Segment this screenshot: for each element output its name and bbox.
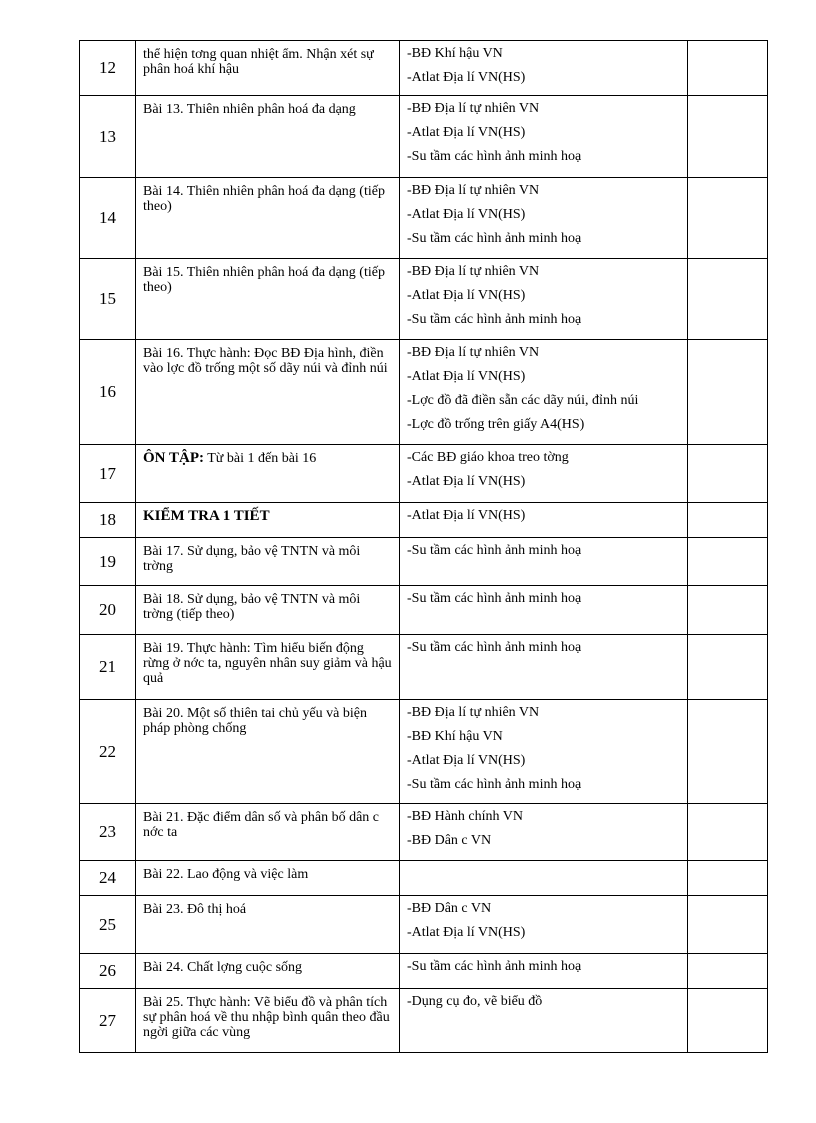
notes-cell [688,804,768,861]
notes-cell [688,989,768,1053]
material-item: -Atlat Địa lí VN(HS) [407,288,526,303]
lesson-title-text: Bài 19. Thực hành: Tìm hiểu biến động rừng ở nớc ta, nguyên nhân suy giảm và hậu quả [143,641,392,686]
material-item: -Dụng cụ đo, vẽ biểu đồ [407,994,543,1009]
lesson-number: 13 [80,96,136,178]
lesson-title-text: Bài 17. Sử dụng, bảo vệ TNTN và môi trờng [143,544,361,574]
table-row [80,896,768,954]
lesson-title-text: Bài 20. Một số thiên tai chủ yếu và biện pháp phòng chống [143,706,367,736]
lesson-title [136,41,400,96]
lesson-title [136,804,400,861]
material-item: -Su tầm các hình ảnh minh hoạ [407,959,582,974]
lesson-title [136,586,400,635]
lesson-number: 12 [80,41,136,96]
table-row [80,41,768,96]
table-row [80,954,768,989]
notes-cell [688,259,768,340]
table-row [80,700,768,804]
material-item: -BĐ Hành chính VN [407,809,524,824]
lesson-title [136,700,400,804]
teaching-materials [400,804,688,861]
material-item: -Atlat Địa lí VN(HS) [407,207,526,222]
teaching-materials [400,503,688,538]
lesson-title [136,445,400,503]
teaching-materials [400,41,688,96]
teaching-materials [400,340,688,445]
lesson-title [136,896,400,954]
table-row [80,503,768,538]
lesson-title-text: KIỂM TRA 1 TIẾT [143,508,270,524]
material-item: -BĐ Địa lí tự nhiên VN [407,705,540,720]
table-row [80,445,768,503]
table-row [80,259,768,340]
material-item: -Lợc đồ đã điền sẵn các dãy núi, đỉnh núi [407,393,639,408]
teaching-materials [400,896,688,954]
material-item: -Atlat Địa lí VN(HS) [407,125,526,140]
teaching-materials [400,259,688,340]
material-item: -Atlat Địa lí VN(HS) [407,474,526,489]
table-row [80,635,768,700]
lesson-number: 20 [80,586,136,635]
lesson-number: 17 [80,445,136,503]
notes-cell [688,861,768,896]
lesson-number: 14 [80,178,136,259]
teaching-materials [400,445,688,503]
lesson-title-text: Bài 21. Đặc điểm dân số và phân bố dân c nớc ta [143,810,379,840]
lesson-title [136,178,400,259]
teaching-materials [400,538,688,586]
notes-cell [688,896,768,954]
lesson-title [136,989,400,1053]
teaching-materials [400,954,688,989]
teaching-materials [400,96,688,178]
material-item: -BĐ Địa lí tự nhiên VN [407,101,540,116]
material-item: -Su tầm các hình ảnh minh hoạ [407,640,582,655]
notes-cell [688,635,768,700]
table-row [80,586,768,635]
teaching-materials [400,635,688,700]
material-item: -Su tầm các hình ảnh minh hoạ [407,149,582,164]
material-item: -Atlat Địa lí VN(HS) [407,925,526,940]
teaching-materials [400,989,688,1053]
table-row [80,538,768,586]
teaching-materials [400,861,688,896]
lesson-title [136,954,400,989]
lesson-number: 25 [80,896,136,954]
lesson-title-text: Bài 25. Thực hành: Vẽ biểu đồ và phân tích sự phân hoá về thu nhập bình quân theo đầu ngời giữa các vùng [143,995,390,1040]
material-item: -Su tầm các hình ảnh minh hoạ [407,231,582,246]
notes-cell [688,96,768,178]
lesson-title-text: Bài 24. Chất lợng cuộc sống [143,960,303,975]
material-item: -Atlat Địa lí VN(HS) [407,508,526,523]
teaching-materials [400,178,688,259]
lesson-number: 18 [80,503,136,538]
notes-cell [688,586,768,635]
lesson-number: 26 [80,954,136,989]
lesson-plan-table [79,40,768,1053]
lesson-title [136,340,400,445]
lesson-plan-table-body [80,41,768,1053]
material-item: -Su tầm các hình ảnh minh hoạ [407,591,582,606]
lesson-title-text: Bài 23. Đô thị hoá [143,902,247,917]
notes-cell [688,41,768,96]
lesson-number: 16 [80,340,136,445]
lesson-number: 21 [80,635,136,700]
notes-cell [688,954,768,989]
notes-cell [688,340,768,445]
material-item: -Su tầm các hình ảnh minh hoạ [407,543,582,558]
material-item: -Atlat Địa lí VN(HS) [407,70,526,85]
lesson-number: 22 [80,700,136,804]
table-row [80,861,768,896]
lesson-title-text: Bài 16. Thực hành: Đọc BĐ Địa hình, điền vào lợc đồ trống một số dãy núi và đỉnh núi [143,346,388,376]
material-item: -BĐ Dân c VN [407,901,492,916]
material-item: -Su tầm các hình ảnh minh hoạ [407,312,582,327]
material-item: -Su tầm các hình ảnh minh hoạ [407,777,582,792]
lesson-title-lead: ÔN TẬP: [143,450,204,466]
lesson-title [136,503,400,538]
material-item: -BĐ Dân c VN [407,833,492,848]
lesson-title-text: Bài 15. Thiên nhiên phân hoá đa dạng (tiếp theo) [143,265,385,295]
material-item: -BĐ Khí hậu VN [407,729,503,744]
lesson-title-text: Bài 18. Sử dụng, bảo vệ TNTN và môi trờng (tiếp theo) [143,592,361,622]
lesson-number: 23 [80,804,136,861]
lesson-number: 15 [80,259,136,340]
material-item: -Atlat Địa lí VN(HS) [407,753,526,768]
table-row [80,96,768,178]
material-item: -Các BĐ giáo khoa treo tờng [407,450,569,465]
lesson-title [136,861,400,896]
lesson-title [136,259,400,340]
notes-cell [688,503,768,538]
table-row [80,804,768,861]
material-item: -BĐ Địa lí tự nhiên VN [407,345,540,360]
table-row [80,989,768,1053]
lesson-number: 24 [80,861,136,896]
material-item: -Atlat Địa lí VN(HS) [407,369,526,384]
notes-cell [688,538,768,586]
lesson-title [136,635,400,700]
teaching-materials [400,586,688,635]
lesson-title-text: Bài 22. Lao động và việc làm [143,867,309,882]
lesson-title-text: thể hiện tơng quan nhiệt ẩm. Nhận xét sự phân hoá khí hậu [143,47,374,77]
material-item: -BĐ Khí hậu VN [407,46,503,61]
notes-cell [688,445,768,503]
material-item: -Lợc đồ trống trên giấy A4(HS) [407,417,585,432]
notes-cell [688,700,768,804]
notes-cell [688,178,768,259]
teaching-materials [400,700,688,804]
lesson-number: 27 [80,989,136,1053]
lesson-title-text: Bài 14. Thiên nhiên phân hoá đa dạng (tiếp theo) [143,184,385,214]
material-item: -BĐ Địa lí tự nhiên VN [407,183,540,198]
table-row [80,178,768,259]
lesson-number: 19 [80,538,136,586]
table-row [80,340,768,445]
lesson-title-text: Từ bài 1 đến bài 16 [203,451,317,466]
lesson-title [136,538,400,586]
lesson-title [136,96,400,178]
lesson-title-text: Bài 13. Thiên nhiên phân hoá đa dạng [143,102,356,117]
material-item: -BĐ Địa lí tự nhiên VN [407,264,540,279]
